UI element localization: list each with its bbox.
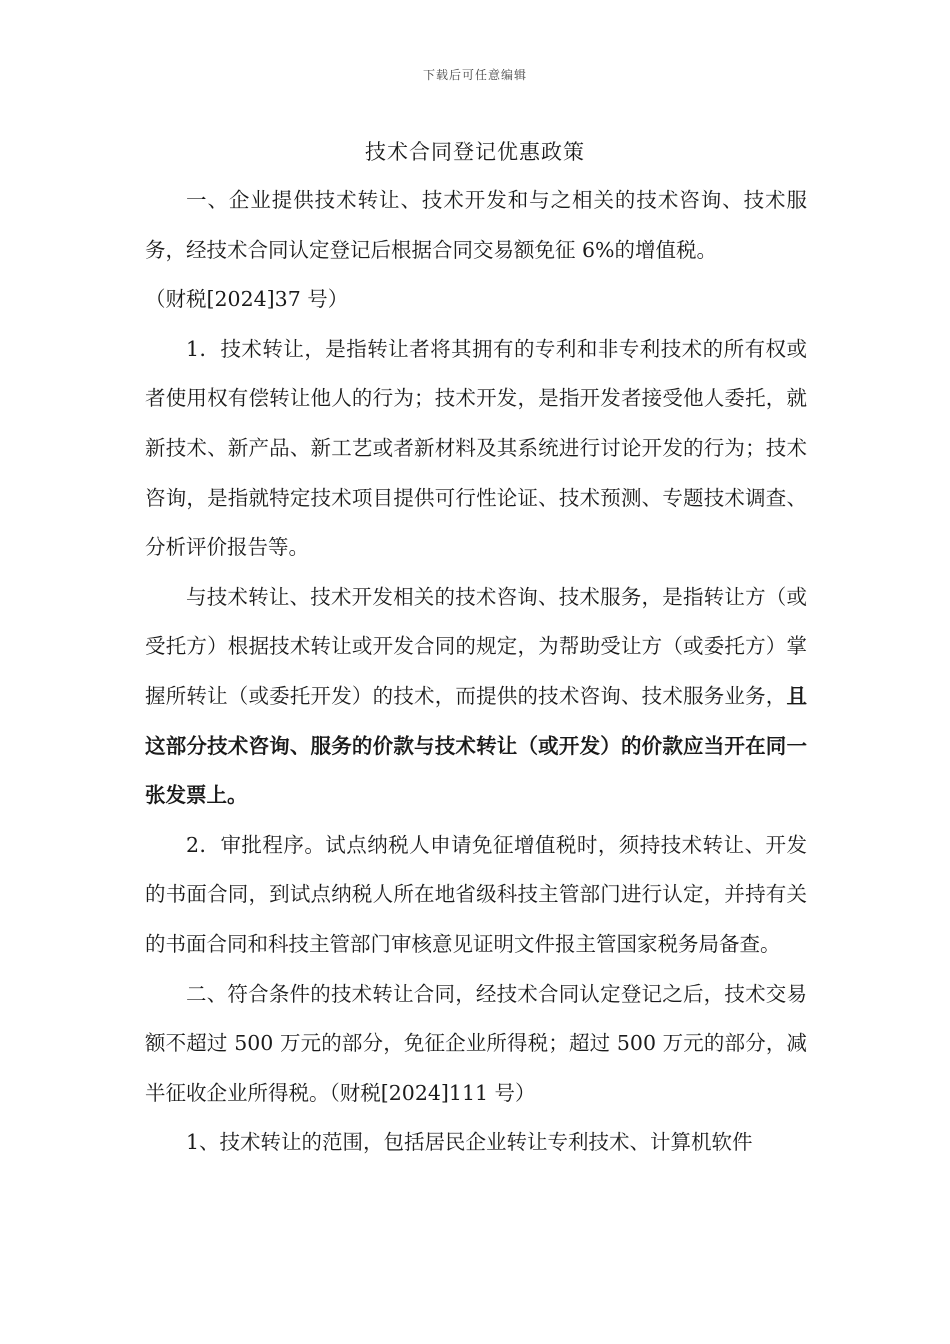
paragraph-5: 二、符合条件的技术转让合同，经技术合同认定登记之后，技术交易额不超过 500 万元的部分，免征企业所得税；超过 500 万元的部分，减半征收企业所得税。（财税[2024]111 号） [145,981,807,1105]
paragraph-1 [145,176,807,275]
paragraph-3-text: 与技术转让、技术开发相关的技术咨询、技术服务，是指转让方（或受托方）根据技术转让或开发合同的规定，为帮助受让方（或委托方）掌握所转让（或委托开发）的技术，而提供的技术咨询、技术服务业务， [145,584,807,708]
paragraph-3-bold-text: 且这部分技术咨询、服务的价款与技术转让（或开发）的价款应当开在同一张发票上。 [145,683,807,808]
paragraph-6: 1、技术转让的范围，包括居民企业转让专利技术、计算机软件 [186,1130,753,1155]
paragraph-2: 1．技术转让，是指转让者将其拥有的专利和非专利技术的所有权或者使用权有偿转让他人的行为；技术开发，是指开发者接受他人委托，就新技术、新产品、新工艺或者新材料及其系统进行讨论开发的行为；技术咨询，是指就特定技术项目提供可行性论证、技术预测、专题技术调查、分析评价报告等。 [145,336,807,560]
paragraph-4: 2．审批程序。试点纳税人申请免征增值税时，须持技术转让、开发的书面合同，到试点纳税人所在地省级科技主管部门进行认定，并持有关的书面合同和科技主管部门审核意见证明文件报主管国家税务局备查。 [145,832,807,956]
document-title: 技术合同登记优惠政策 [365,140,585,164]
document-body [145,176,807,1168]
header-note: 下载后可任意编辑 [422,68,527,82]
paragraph-1-text: 一、企业提供技术转让、技术开发和与之相关的技术咨询、技术服务，经技术合同认定登记后根据合同交易额免征 6%的增值税。 [145,188,807,262]
paragraph-1-reference: （财税[2024]37 号） [145,287,349,312]
paragraph-3 [145,573,807,821]
